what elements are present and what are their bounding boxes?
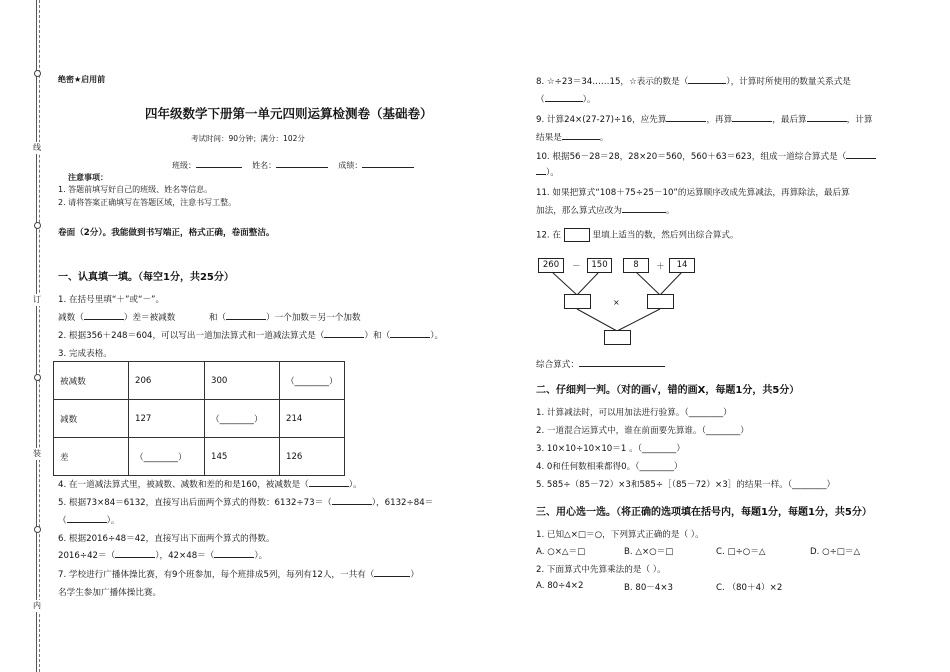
q4-row: 4. 在一道减法算式里，被减数、减数和差的和是160，被减数是（ ）。 <box>58 480 362 490</box>
section3-heading: 三、用心选一选。（将正确的选项填在括号内，每题1分，每题1分，共5分） <box>536 507 872 518</box>
q2-row: 2. 根据356＋248＝604，可以写出一道加法算式和一道减法算式是（ ）和（ ）。 <box>58 331 444 341</box>
tree-number: 14 <box>669 258 695 273</box>
note-item: 1. 答题前填写好自己的班级、姓名等信息。 <box>58 185 213 194</box>
q9-row: 9. 计算24×(27-27)÷16，应先算 ，再算 ，最后算 ，计算 <box>536 115 873 125</box>
q6-prompt: 6. 根据2016÷48＝42，直接写出下面两个算式的得数。 <box>58 534 275 544</box>
notes-heading: 注意事项： <box>68 173 108 182</box>
tree-answer-box[interactable] <box>564 294 591 309</box>
tree-answer-box[interactable] <box>604 330 631 345</box>
table-cell: 214 <box>280 400 345 438</box>
class-label: 班级： <box>172 161 196 170</box>
tree-number: 8 <box>623 258 649 273</box>
tree-answer-box[interactable] <box>647 294 674 309</box>
q7-row: 7. 学校进行广播体操比赛，有9个班参加，每个班排成5列，每列有12人，一共有（ ） <box>58 570 420 580</box>
section2-heading: 二、仔细判一判。（对的画√，错的画X，每题1分，共5分） <box>536 385 800 396</box>
choice-option[interactable]: B. △×○＝□ <box>624 547 674 557</box>
table-cell: 减数 <box>54 400 129 438</box>
judge-item: 5. 585÷（85－72）×3和585÷［（85－72）×3］的结果一样。（________） <box>536 480 836 490</box>
q8-row-2: （ ）。 <box>536 95 596 105</box>
choice-option[interactable]: C. （80＋4）×2 <box>716 583 783 593</box>
q10-row-2: ）。 <box>536 166 559 178</box>
q12-row: 12. 在 里填上适当的数，然后列出综合算式。 <box>536 228 739 242</box>
secret-label: 绝密★启用前 <box>58 75 106 84</box>
neatness-note: 卷面（2分）。我能做到书写端正，格式正确，卷面整洁。 <box>58 228 275 238</box>
q7-row-2: 名学生参加广播体操比赛。 <box>58 588 162 598</box>
choice-option[interactable]: D. ○÷□＝△ <box>810 547 861 557</box>
tree-number: 150 <box>587 258 612 273</box>
judge-item: 2. 一道混合运算式中，谁在前面要先算谁。（________） <box>536 426 749 436</box>
tree-operator: － <box>572 262 581 272</box>
q6-row: 2016÷42＝（ ），42×48＝（ ）。 <box>58 551 268 561</box>
choice-option[interactable]: A. 80÷4×2 <box>536 581 584 591</box>
choice-option[interactable]: A. ○×△＝□ <box>536 547 586 557</box>
combined-expression-field[interactable] <box>579 358 665 367</box>
table-cell-blank[interactable]: （________） <box>280 362 345 400</box>
q5-row-2: （ ）。 <box>58 516 120 526</box>
q3-prompt: 3. 完成表格。 <box>58 349 112 359</box>
q11-row: 11. 如果把算式“108＋75÷25－10”的运算顺序改成先算减法，再算除法，最后算 <box>536 188 850 198</box>
tree-operator: × <box>613 298 620 307</box>
judge-item: 3. 10×10÷10×10＝1 。（________） <box>536 444 685 454</box>
gutter-mark-ding: 订 <box>33 295 41 304</box>
q1-row: 减数（ ）差＝被减数 和（ ）一个加数＝另一个加数 <box>58 313 361 323</box>
score-label: 成绩： <box>338 161 363 170</box>
q5-row: 5. 根据73×84＝6132，直接写出后面两个算式的得数：6132÷73＝（ ），6132÷84＝ <box>58 498 434 508</box>
table-cell: 145 <box>205 438 280 476</box>
table-cell: 206 <box>129 362 205 400</box>
tree-operator: ＋ <box>656 262 665 272</box>
page-title: 四年级数学下册第一单元四则运算检测卷（基础卷） <box>145 106 433 121</box>
table-cell-blank[interactable]: （________） <box>129 438 205 476</box>
q9-row-2: 结果是 。 <box>536 133 609 143</box>
q8-row: 8. ☆÷23＝34……15，☆表示的数是（ ），计算时所使用的数量关系式是 <box>536 77 851 87</box>
q11-row-2: 加法，那么算式应改为 。 <box>536 206 675 216</box>
judge-item: 4. 0和任何数相乘都得0。（________） <box>536 462 683 472</box>
choice-option[interactable]: C. □÷○＝△ <box>716 547 766 557</box>
judge-item: 1. 计算减法时，可以用加法进行验算。（________） <box>536 408 732 418</box>
table-cell: 被减数 <box>54 362 129 400</box>
name-label: 姓名： <box>252 161 277 170</box>
tree-number: 260 <box>538 258 564 273</box>
table-cell: 300 <box>205 362 280 400</box>
combined-expression-row: 综合算式： <box>536 358 665 370</box>
q1-prompt: 1. 在括号里填“＋”或“－”。 <box>58 295 165 305</box>
table-cell-blank[interactable]: （________） <box>205 400 280 438</box>
table-cell: 差 <box>54 438 129 476</box>
q10-row: 10. 根据56－28＝28，28×20＝560，560＋63＝623，组成一道综合算式是（ <box>536 150 876 162</box>
table-cell: 126 <box>280 438 345 476</box>
exam-info: 考试时间：90分钟；满分：102分 <box>191 134 305 143</box>
choice-question: 1. 已知△×□＝○，下列算式正确的是（ ）。 <box>536 530 704 540</box>
choice-option[interactable]: B. 80－4×3 <box>624 583 674 593</box>
note-item: 2. 请将答案正确填写在答题区域，注意书写工整。 <box>58 198 237 207</box>
table-cell: 127 <box>129 400 205 438</box>
choice-question: 2. 下面算式中先算乘法的是（ ）。 <box>536 565 666 575</box>
gutter-mark-zhuang: 装 <box>33 449 41 458</box>
section1-heading: 一、认真填一填。（每空1分，共25分） <box>58 272 234 283</box>
gutter-mark-xian: 线 <box>33 143 41 152</box>
gutter-mark-nei: 内 <box>33 601 41 610</box>
